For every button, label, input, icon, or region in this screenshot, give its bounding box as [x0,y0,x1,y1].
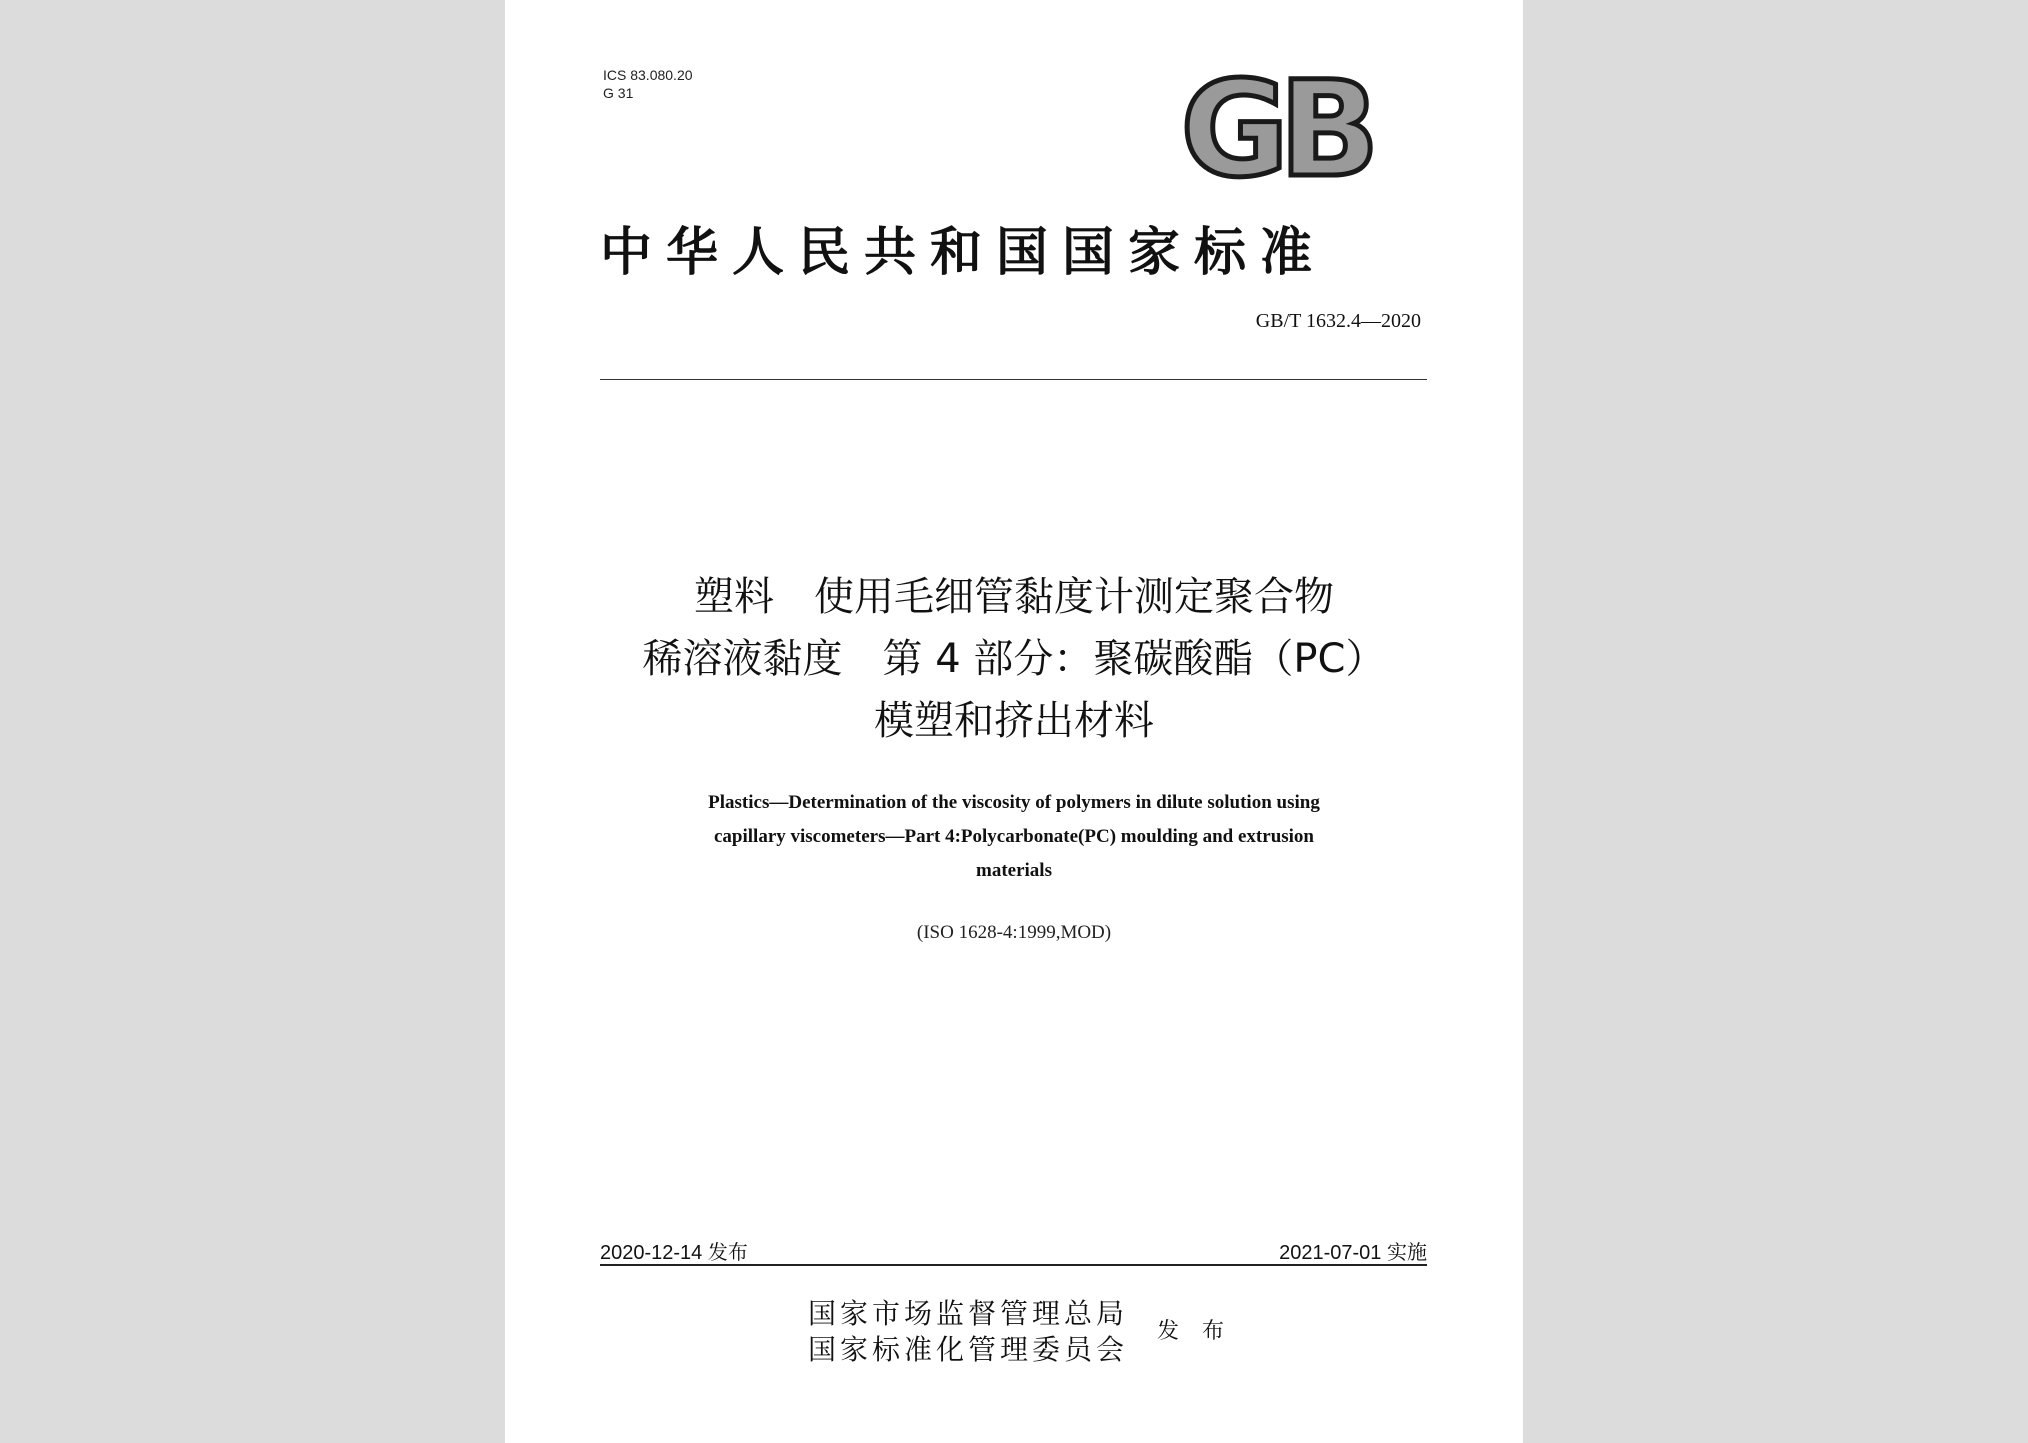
gb-logo-text: GB [1180,53,1370,207]
chinese-title-line: 塑料 使用毛细管黏度计测定聚合物 [694,574,1334,620]
issue-date: 2020-12-14 发布 [600,1242,748,1264]
national-standard-heading: 中华人民共和国国家标准 [600,222,1327,283]
english-title-line: capillary viscometers—Part 4:Polycarbonate(PC) moulding and extrusion [713,826,1314,847]
standard-code: GB/T 1632.4—2020 [1255,310,1421,332]
english-title-line: Plastics—Determination of the viscosity of polymers in dilute solution using [708,792,1320,813]
issuing-authorities [808,1296,1128,1368]
document-page [505,0,1523,1443]
publish-label: 发 布 [1157,1319,1232,1344]
ccs-code: G 31 [603,85,634,101]
chinese-title-line: 模塑和挤出材料 [874,698,1154,744]
iso-reference: (ISO 1628-4:1999,MOD) [916,922,1112,943]
implementation-date: 2021-07-01 实施 [1279,1242,1427,1264]
chinese-title [505,566,1523,752]
english-title [505,786,1523,888]
english-title-line: materials [976,860,1052,881]
header-divider [600,379,1427,380]
gb-logo [1171,53,1379,207]
issuer-line: 国家市场监督管理总局 [808,1297,1129,1330]
issuer-line: 国家标准化管理委员会 [808,1333,1129,1366]
ics-code: ICS 83.080.20 [603,67,693,83]
classification-block [603,66,693,102]
chinese-title-line: 稀溶液黏度 第 4 部分：聚碳酸酯（PC） [642,636,1386,682]
footer-divider [600,1264,1427,1266]
